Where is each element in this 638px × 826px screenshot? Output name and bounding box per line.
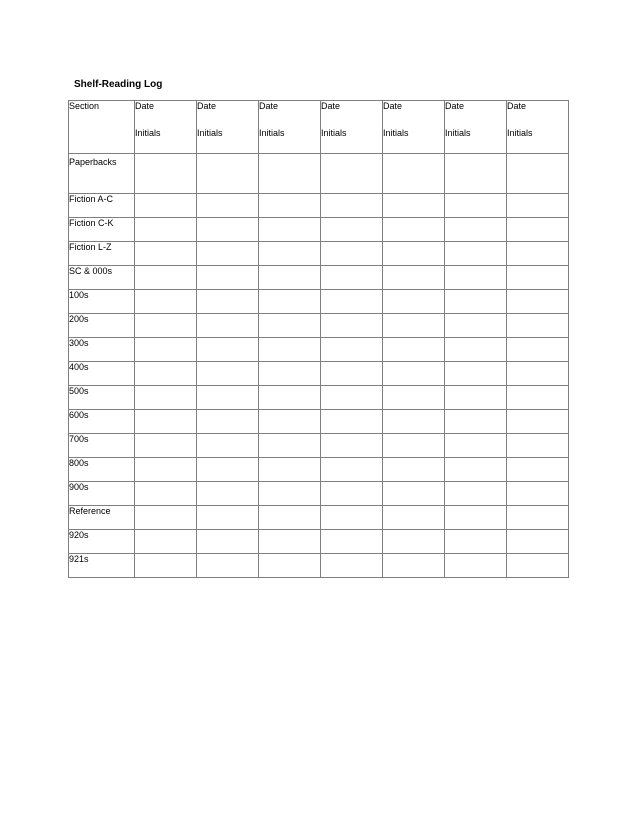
section-label: 920s <box>69 530 89 540</box>
section-label-cell <box>69 154 135 194</box>
log-entry-cell[interactable] <box>259 410 321 434</box>
log-entry-cell[interactable] <box>445 338 507 362</box>
table-row <box>69 482 569 506</box>
initials-label: Initials <box>445 128 471 138</box>
section-label: 800s <box>69 458 89 468</box>
log-entry-cell[interactable] <box>321 194 383 218</box>
log-entry-cell[interactable] <box>507 506 569 530</box>
section-label: 500s <box>69 386 89 396</box>
log-entry-cell[interactable] <box>321 410 383 434</box>
log-entry-cell[interactable] <box>197 290 259 314</box>
log-entry-cell[interactable] <box>259 242 321 266</box>
section-label-cell <box>69 386 135 410</box>
table-row <box>69 530 569 554</box>
section-label-cell <box>69 506 135 530</box>
section-label-cell <box>69 554 135 578</box>
log-entry-cell[interactable] <box>321 242 383 266</box>
log-entry-cell[interactable] <box>259 386 321 410</box>
date-initials-column-header <box>259 101 321 154</box>
date-label: Date <box>197 101 217 111</box>
initials-label: Initials <box>259 128 285 138</box>
log-entry-cell[interactable] <box>321 266 383 290</box>
section-label: 700s <box>69 434 89 444</box>
page-title: Shelf-Reading Log <box>74 79 163 90</box>
section-label-cell <box>69 218 135 242</box>
log-entry-cell[interactable] <box>383 458 445 482</box>
initials-label: Initials <box>507 128 533 138</box>
section-label: 200s <box>69 314 89 324</box>
log-entry-cell[interactable] <box>383 194 445 218</box>
log-entry-cell[interactable] <box>383 242 445 266</box>
log-entry-cell[interactable] <box>507 554 569 578</box>
log-entry-cell[interactable] <box>135 506 197 530</box>
initials-label: Initials <box>383 128 409 138</box>
table-row <box>69 266 569 290</box>
log-entry-cell[interactable] <box>135 386 197 410</box>
table-row <box>69 506 569 530</box>
table-row <box>69 434 569 458</box>
table-row <box>69 314 569 338</box>
log-entry-cell[interactable] <box>259 554 321 578</box>
log-entry-cell[interactable] <box>135 218 197 242</box>
log-entry-cell[interactable] <box>445 242 507 266</box>
log-entry-cell[interactable] <box>507 154 569 194</box>
log-entry-cell[interactable] <box>507 386 569 410</box>
log-entry-cell[interactable] <box>445 154 507 194</box>
log-entry-cell[interactable] <box>445 482 507 506</box>
log-entry-cell[interactable] <box>445 194 507 218</box>
log-entry-cell[interactable] <box>321 434 383 458</box>
log-entry-cell[interactable] <box>383 362 445 386</box>
section-label: 400s <box>69 362 89 372</box>
log-entry-cell[interactable] <box>135 458 197 482</box>
table-row <box>69 218 569 242</box>
log-entry-cell[interactable] <box>197 530 259 554</box>
log-entry-cell[interactable] <box>197 458 259 482</box>
log-entry-cell[interactable] <box>507 362 569 386</box>
section-label: 300s <box>69 338 89 348</box>
log-entry-cell[interactable] <box>507 266 569 290</box>
log-entry-cell[interactable] <box>259 506 321 530</box>
date-initials-column-header <box>445 101 507 154</box>
log-entry-cell[interactable] <box>321 458 383 482</box>
log-entry-cell[interactable] <box>135 314 197 338</box>
section-label: 600s <box>69 410 89 420</box>
log-entry-cell[interactable] <box>445 362 507 386</box>
log-entry-cell[interactable] <box>197 554 259 578</box>
table-row <box>69 290 569 314</box>
log-entry-cell[interactable] <box>135 482 197 506</box>
log-entry-cell[interactable] <box>507 218 569 242</box>
log-entry-cell[interactable] <box>197 434 259 458</box>
log-entry-cell[interactable] <box>259 434 321 458</box>
section-label-cell <box>69 434 135 458</box>
log-entry-cell[interactable] <box>135 290 197 314</box>
log-entry-cell[interactable] <box>197 506 259 530</box>
log-entry-cell[interactable] <box>197 266 259 290</box>
log-entry-cell[interactable] <box>383 530 445 554</box>
section-label-cell <box>69 458 135 482</box>
date-label: Date <box>507 101 527 111</box>
log-entry-cell[interactable] <box>507 194 569 218</box>
log-entry-cell[interactable] <box>507 338 569 362</box>
log-entry-cell[interactable] <box>259 218 321 242</box>
log-entry-cell[interactable] <box>259 194 321 218</box>
log-entry-cell[interactable] <box>507 410 569 434</box>
table-row <box>69 410 569 434</box>
section-label: Reference <box>69 506 111 516</box>
log-entry-cell[interactable] <box>135 194 197 218</box>
log-entry-cell[interactable] <box>197 218 259 242</box>
log-entry-cell[interactable] <box>321 506 383 530</box>
log-entry-cell[interactable] <box>135 434 197 458</box>
log-entry-cell[interactable] <box>135 338 197 362</box>
section-label: SC & 000s <box>69 266 113 276</box>
log-entry-cell[interactable] <box>259 154 321 194</box>
log-entry-cell[interactable] <box>383 154 445 194</box>
log-entry-cell[interactable] <box>321 338 383 362</box>
initials-label: Initials <box>197 128 223 138</box>
log-entry-cell[interactable] <box>197 338 259 362</box>
date-initials-column-header <box>321 101 383 154</box>
date-initials-column-header <box>135 101 197 154</box>
log-entry-cell[interactable] <box>383 410 445 434</box>
log-entry-cell[interactable] <box>445 458 507 482</box>
date-initials-column-header <box>383 101 445 154</box>
log-entry-cell[interactable] <box>383 290 445 314</box>
date-initials-column-header <box>197 101 259 154</box>
log-entry-cell[interactable] <box>445 218 507 242</box>
log-entry-cell[interactable] <box>383 218 445 242</box>
log-entry-cell[interactable] <box>197 386 259 410</box>
log-entry-cell[interactable] <box>197 314 259 338</box>
log-entry-cell[interactable] <box>507 314 569 338</box>
section-label: 921s <box>69 554 89 564</box>
initials-label: Initials <box>321 128 347 138</box>
table-row <box>69 242 569 266</box>
log-entry-cell[interactable] <box>507 458 569 482</box>
log-entry-cell[interactable] <box>383 338 445 362</box>
log-entry-cell[interactable] <box>197 482 259 506</box>
log-entry-cell[interactable] <box>321 154 383 194</box>
section-label-cell <box>69 314 135 338</box>
log-entry-cell[interactable] <box>321 218 383 242</box>
section-label-cell <box>69 194 135 218</box>
section-label-cell <box>69 362 135 386</box>
log-entry-cell[interactable] <box>445 506 507 530</box>
table-row <box>69 338 569 362</box>
section-label: Fiction L-Z <box>69 242 112 252</box>
log-entry-cell[interactable] <box>445 410 507 434</box>
log-entry-cell[interactable] <box>445 530 507 554</box>
log-entry-cell[interactable] <box>197 154 259 194</box>
log-entry-cell[interactable] <box>383 482 445 506</box>
log-entry-cell[interactable] <box>321 482 383 506</box>
date-initials-column-header <box>507 101 569 154</box>
log-entry-cell[interactable] <box>445 386 507 410</box>
log-entry-cell[interactable] <box>445 314 507 338</box>
log-entry-cell[interactable] <box>135 242 197 266</box>
table-body <box>69 154 569 578</box>
log-entry-cell[interactable] <box>197 242 259 266</box>
log-entry-cell[interactable] <box>321 362 383 386</box>
log-entry-cell[interactable] <box>445 290 507 314</box>
date-label: Date <box>135 101 155 111</box>
log-entry-cell[interactable] <box>259 530 321 554</box>
section-label-cell <box>69 482 135 506</box>
log-entry-cell[interactable] <box>135 410 197 434</box>
log-entry-cell[interactable] <box>197 362 259 386</box>
log-entry-cell[interactable] <box>383 434 445 458</box>
log-entry-cell[interactable] <box>259 290 321 314</box>
log-entry-cell[interactable] <box>197 410 259 434</box>
log-entry-cell[interactable] <box>445 266 507 290</box>
log-entry-cell[interactable] <box>383 554 445 578</box>
log-entry-cell[interactable] <box>259 458 321 482</box>
table-row <box>69 154 569 194</box>
log-entry-cell[interactable] <box>321 314 383 338</box>
log-entry-cell[interactable] <box>259 314 321 338</box>
section-label: 100s <box>69 290 89 300</box>
section-label-cell <box>69 530 135 554</box>
section-label: Fiction A-C <box>69 194 114 204</box>
log-entry-cell[interactable] <box>383 386 445 410</box>
log-entry-cell[interactable] <box>135 362 197 386</box>
date-label: Date <box>321 101 341 111</box>
log-entry-cell[interactable] <box>259 338 321 362</box>
initials-label: Initials <box>135 128 161 138</box>
table-row <box>69 386 569 410</box>
table-row <box>69 194 569 218</box>
date-label: Date <box>259 101 279 111</box>
table-row <box>69 362 569 386</box>
log-entry-cell[interactable] <box>383 266 445 290</box>
section-label: Paperbacks <box>69 157 117 167</box>
section-label-cell <box>69 290 135 314</box>
date-label: Date <box>445 101 465 111</box>
section-label: 900s <box>69 482 89 492</box>
log-entry-cell[interactable] <box>383 506 445 530</box>
section-column-header: Section <box>69 101 135 154</box>
table-header-row <box>69 101 569 154</box>
section-label-cell <box>69 410 135 434</box>
log-entry-cell[interactable] <box>383 314 445 338</box>
date-label: Date <box>383 101 403 111</box>
log-entry-cell[interactable] <box>321 290 383 314</box>
log-entry-cell[interactable] <box>135 530 197 554</box>
table-row <box>69 458 569 482</box>
log-entry-cell[interactable] <box>135 266 197 290</box>
log-entry-cell[interactable] <box>197 194 259 218</box>
log-entry-cell[interactable] <box>135 154 197 194</box>
log-entry-cell[interactable] <box>507 530 569 554</box>
log-entry-cell[interactable] <box>507 242 569 266</box>
log-entry-cell[interactable] <box>259 362 321 386</box>
log-entry-cell[interactable] <box>321 530 383 554</box>
log-entry-cell[interactable] <box>321 554 383 578</box>
shelf-reading-log-table <box>68 100 569 578</box>
log-entry-cell[interactable] <box>135 554 197 578</box>
section-label-cell <box>69 266 135 290</box>
log-entry-cell[interactable] <box>507 434 569 458</box>
log-entry-cell[interactable] <box>445 554 507 578</box>
log-entry-cell[interactable] <box>321 386 383 410</box>
log-entry-cell[interactable] <box>259 482 321 506</box>
log-entry-cell[interactable] <box>259 266 321 290</box>
log-entry-cell[interactable] <box>507 290 569 314</box>
section-label: Fiction C-K <box>69 218 114 228</box>
log-entry-cell[interactable] <box>445 434 507 458</box>
section-label-cell <box>69 338 135 362</box>
log-entry-cell[interactable] <box>507 482 569 506</box>
section-label-cell <box>69 242 135 266</box>
table-row <box>69 554 569 578</box>
